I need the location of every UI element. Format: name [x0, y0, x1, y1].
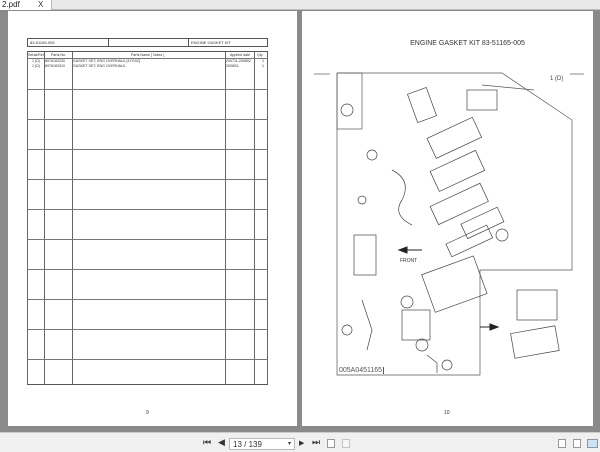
rotate-view-icon[interactable] [327, 439, 335, 448]
page-number: 10 [444, 410, 450, 416]
exploded-parts-diagram [302, 11, 593, 426]
next-page-button[interactable]: ▶ [299, 440, 305, 447]
first-page-button[interactable]: ⏮ [203, 437, 212, 447]
front-label: FRONT [400, 258, 418, 264]
cell-ref: 1 (D) [32, 64, 40, 68]
pdf-toolbar [0, 432, 600, 452]
tab-title: 2.pdf [2, 0, 20, 9]
document-tab[interactable] [0, 0, 52, 10]
header-title: ENGINE GASKET KIT [191, 40, 231, 45]
cell-date: 200803- [226, 64, 240, 68]
col-header-name: Parts Name [ Notes ] [131, 53, 165, 57]
copy-view-icon[interactable] [342, 439, 350, 448]
cell-ref: 1 (D) [32, 59, 40, 63]
two-page-view-icon[interactable] [587, 439, 598, 448]
drawing-id: 005A0451165 [339, 367, 383, 374]
parts-header-box [27, 38, 268, 47]
header-code: 83-51165-005 [30, 40, 55, 45]
callout-label: 1 (D) [550, 76, 564, 82]
page-number-value: 13 / 139 [233, 440, 262, 449]
cell-part-no: 8976183230 [45, 59, 65, 63]
cell-part-no: 8976183310 [45, 64, 65, 68]
close-tab-icon[interactable]: X [38, 0, 44, 9]
tab-bar [0, 0, 600, 10]
cell-qty: 1 [262, 59, 264, 63]
page-number: 9 [146, 410, 149, 416]
page-number-input[interactable] [229, 438, 295, 450]
last-page-button[interactable]: ⏭ [312, 437, 321, 447]
col-header-date: Applied date [230, 53, 250, 57]
col-header-ref: Serial/Ref [28, 53, 44, 57]
cell-date: 200711-200802 [226, 59, 251, 63]
single-page-view-icon[interactable] [558, 439, 566, 448]
pdf-page-right [302, 11, 593, 426]
col-header-qty: Qty. [257, 53, 264, 57]
parts-table [27, 51, 268, 385]
prev-page-button[interactable]: ◀ [218, 437, 225, 447]
pdf-page-left [8, 11, 297, 426]
cell-name: GASKET SET; ENG OVERHAUL [73, 64, 126, 68]
cell-qty: 1 [262, 64, 264, 68]
col-header-part-no: Parts No. [51, 53, 66, 57]
chevron-down-icon[interactable]: ▾ [287, 441, 291, 447]
continuous-view-icon[interactable] [573, 439, 581, 448]
diagram-title: ENGINE GASKET KIT 83-51165-005 [410, 40, 525, 47]
cell-name: GASKET SET; ENG OVERHAUL [4YG0C] [73, 59, 141, 63]
